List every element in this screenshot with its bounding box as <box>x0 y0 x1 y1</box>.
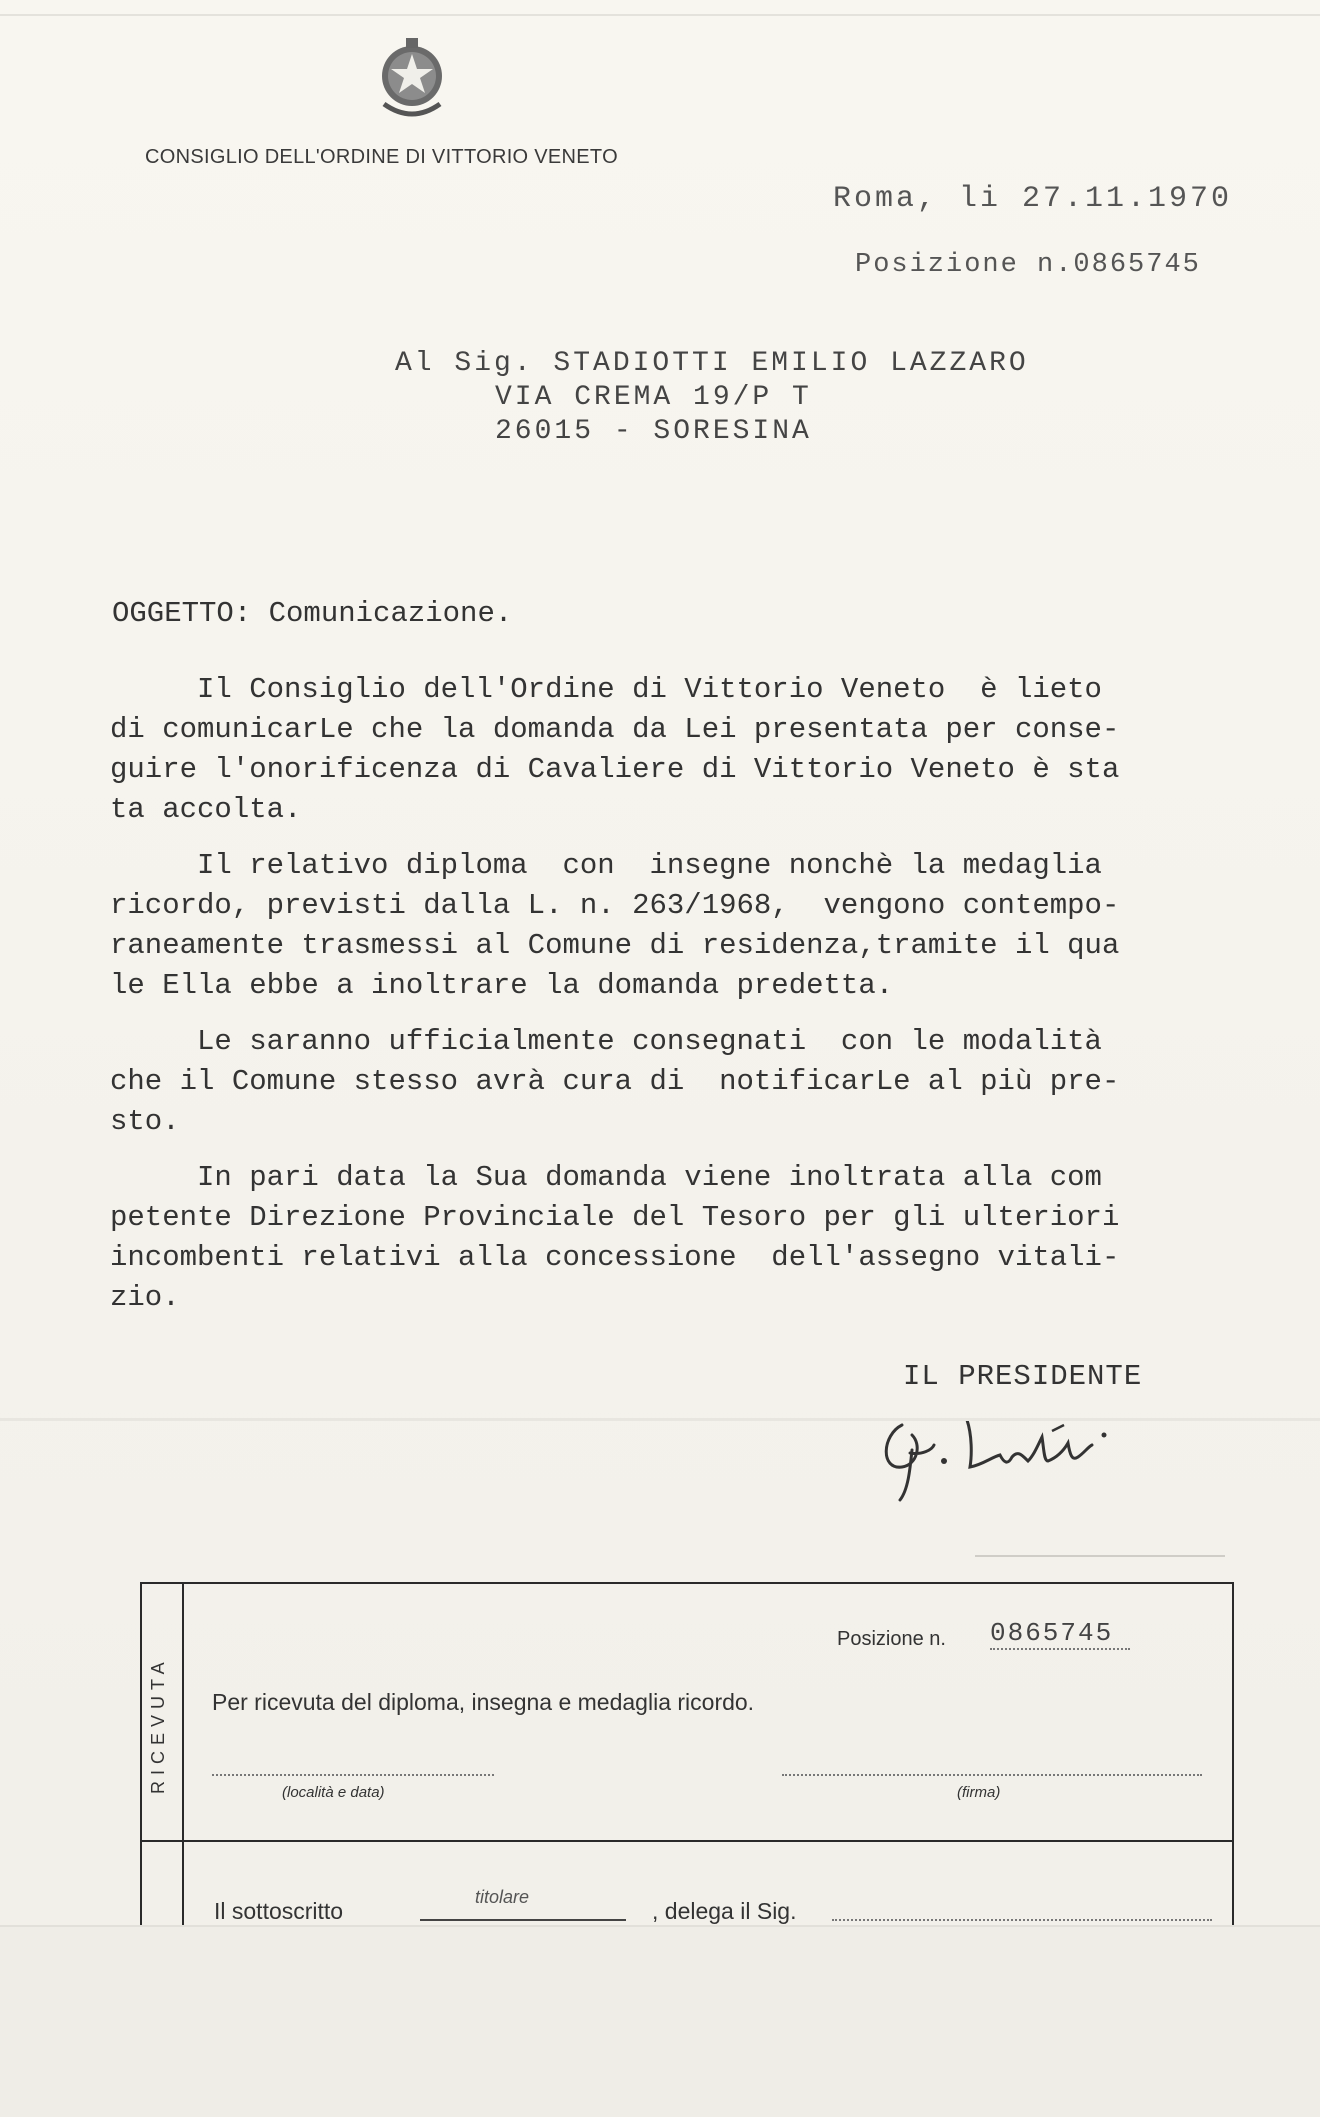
text-line: raneamente trasmessi al Comune di residenza,tramite il qua <box>110 929 1120 962</box>
text-line: ricordo, previsti dalla L. n. 263/1968, vengono contempo- <box>110 889 1120 922</box>
position-number: Posizione n.0865745 <box>855 250 1201 280</box>
paragraph-1 <box>110 670 1270 830</box>
fold-line-top <box>0 14 1320 16</box>
addressee-name: Al Sig. STADIOTTI EMILIO LAZZARO <box>395 348 1029 379</box>
text-line: Il Consiglio dell'Ordine di Vittorio Veneto è lieto <box>110 673 1102 706</box>
republic-emblem-icon <box>372 32 452 122</box>
undersigned-field[interactable] <box>420 1919 626 1921</box>
text-line: Il relativo diploma con insegne nonchè la medaglia <box>110 849 1102 882</box>
handwritten-signature <box>872 1395 1172 1505</box>
signature-caption: (firma) <box>957 1784 1001 1801</box>
paragraph-2 <box>110 846 1270 1006</box>
undersigned-label: Il sottoscritto <box>214 1898 344 1924</box>
signatory-title: IL PRESIDENTE <box>903 1360 1143 1393</box>
undersigned-value: titolare <box>475 1887 530 1907</box>
receipt-position-value: 0865745 <box>990 1618 1130 1650</box>
addressee-city: 26015 - SORESINA <box>495 416 812 447</box>
text-line: guire l'onorificenza di Cavaliere di Vittorio Veneto è sta <box>110 753 1120 786</box>
text-line: le Ella ebbe a inoltrare la domanda predetta. <box>110 969 894 1002</box>
text-line: zio. <box>110 1281 180 1314</box>
subject-line: OGGETTO: Comunicazione. <box>112 597 513 630</box>
delegate-name-field[interactable] <box>832 1919 1212 1921</box>
place-date-field[interactable] <box>212 1774 494 1776</box>
text-line: incombenti relativi alla concessione dell'assegno vitali- <box>110 1241 1120 1274</box>
paragraph-4 <box>110 1158 1270 1318</box>
text-line: Le saranno ufficialmente consegnati con le modalità <box>110 1025 1102 1058</box>
text-line: ta accolta. <box>110 793 302 826</box>
paragraph-3 <box>110 1022 1270 1142</box>
delegate-label: , delega il Sig. <box>652 1898 797 1924</box>
paper-crease <box>975 1555 1225 1557</box>
receipt-side-label: RICEVUTA <box>148 1656 168 1794</box>
receipt-position-label: Posizione n. <box>837 1628 946 1650</box>
text-line: petente Direzione Provinciale del Tesoro per gli ulteriori <box>110 1201 1120 1234</box>
text-line: che il Comune stesso avrà cura di notificarLe al più pre- <box>110 1065 1120 1098</box>
date-line: Roma, li 27.11.1970 <box>833 182 1233 216</box>
receipt-statement: Per ricevuta del diploma, insegna e medaglia ricordo. <box>212 1689 755 1715</box>
text-line: di comunicarLe che la domanda da Lei presentata per conse- <box>110 713 1120 746</box>
text-line: sto. <box>110 1105 180 1138</box>
folded-flap <box>0 1925 1320 2117</box>
signature-field[interactable] <box>782 1774 1202 1776</box>
addressee-street: VIA CREMA 19/P T <box>495 382 812 413</box>
fold-line-middle <box>0 1418 1320 1421</box>
place-date-caption: (località e data) <box>282 1784 385 1801</box>
institution-name: CONSIGLIO DELL'ORDINE DI VITTORIO VENETO <box>145 146 618 168</box>
text-line: In pari data la Sua domanda viene inoltrata alla com <box>110 1161 1102 1194</box>
form-divider <box>142 1840 1232 1842</box>
receipt-form <box>140 1582 1234 1944</box>
